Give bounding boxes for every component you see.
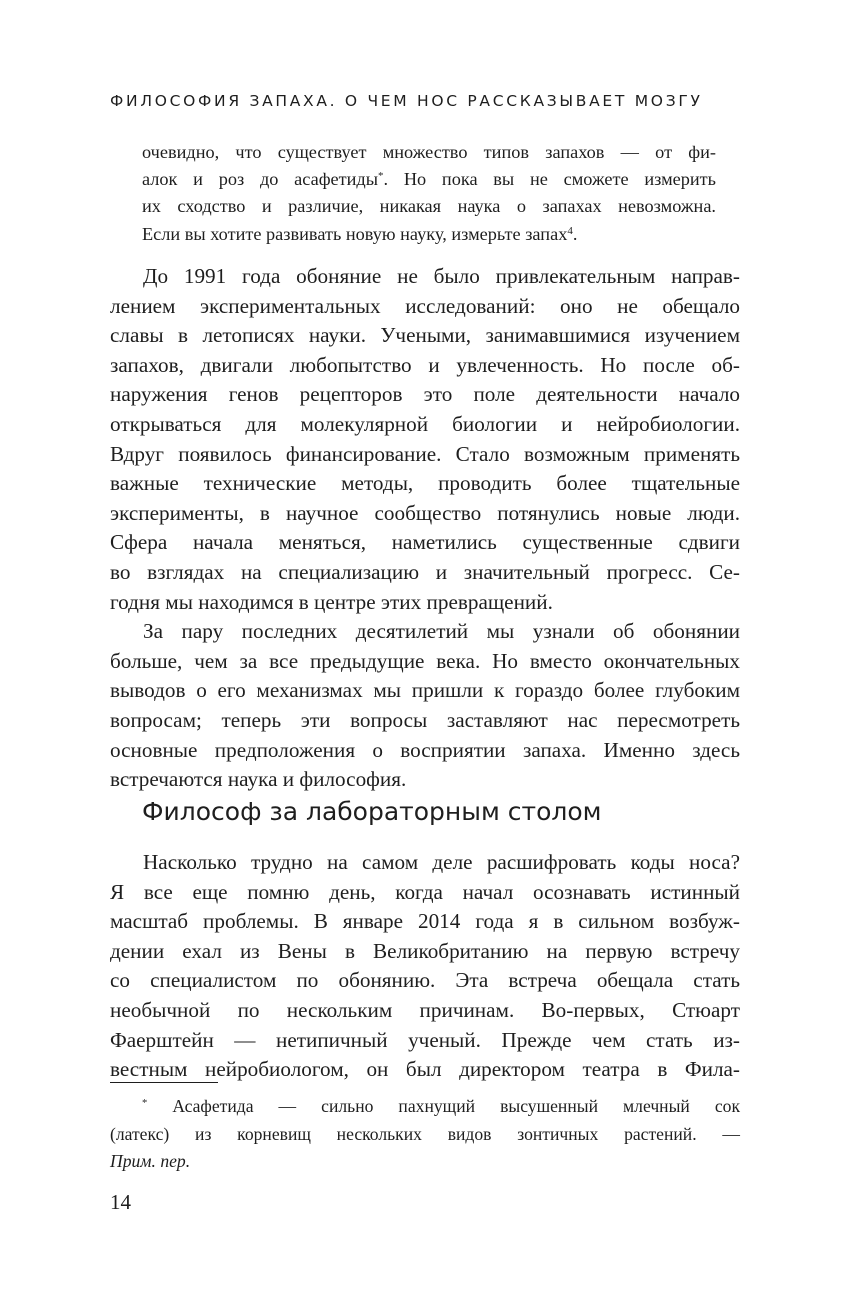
text-line: эксперименты, в научное сообщество потянулись новые люди. bbox=[110, 500, 740, 525]
text-line: вестным нейробиологом, он был директором театра в Фила- bbox=[110, 1057, 740, 1082]
quote-line bbox=[142, 221, 716, 248]
text-line: Фаерштейн — нетипичный ученый. Прежде чем стать из- bbox=[110, 1027, 740, 1052]
text-line: масштаб проблемы. В январе 2014 года я в сильном возбуж- bbox=[110, 909, 740, 934]
quote-line-text: Если вы хотите развивать новую науку, измерьте запах bbox=[142, 223, 568, 244]
text-line: Сфера начала меняться, наметились существенные сдвиги bbox=[110, 530, 740, 555]
text-line: больше, чем за все предыдущие века. Но вместо окончательных bbox=[110, 648, 740, 673]
footnote-line: (латекс) из корневищ нескольких видов зонтичных растений. — bbox=[110, 1123, 740, 1144]
text-line: выводов о его механизмах мы пришли к гораздо более глубоким bbox=[110, 678, 740, 703]
footnote bbox=[110, 1093, 740, 1176]
footnote-marker: * bbox=[378, 170, 384, 183]
text-line: во взглядах на специализацию и значительный прогресс. Се- bbox=[110, 559, 740, 584]
text-line: До 1991 года обоняние не было привлекательным направ- bbox=[143, 264, 740, 288]
body-text-bottom bbox=[110, 848, 740, 1085]
text-line: Я все еще помню день, когда начал осознавать истинный bbox=[110, 879, 740, 904]
footnote-rule bbox=[110, 1082, 218, 1083]
text-line: вопросам; теперь эти вопросы заставляют нас пересмотреть bbox=[110, 707, 740, 732]
paragraph bbox=[110, 848, 740, 1085]
quote-end-punct: . bbox=[572, 223, 578, 244]
running-head: ФИЛОСОФИЯ ЗАПАХА. О ЧЕМ НОС РАССКАЗЫВАЕТ МОЗГУ bbox=[110, 92, 703, 110]
endnote-marker: 4 bbox=[567, 224, 573, 237]
text-line: годня мы находимся в центре этих превращений. bbox=[110, 589, 553, 614]
quote-line: алок и роз до асафетиды*. Но пока вы не сможете измерить bbox=[142, 169, 717, 190]
text-line: открываться для молекулярной биологии и нейробиологии. bbox=[110, 411, 740, 436]
text-line: дении ехал из Вены в Великобританию на первую встречу bbox=[110, 938, 740, 963]
quote-line-text: алок и роз до асафетиды bbox=[142, 169, 379, 190]
text-line: основные предположения о восприятии запаха. Именно здесь bbox=[110, 737, 740, 762]
footnote-line bbox=[110, 1093, 740, 1121]
text-line: встречаются наука и философия. bbox=[110, 767, 407, 792]
text-line: Вдруг появилось финансирование. Стало возможным применять bbox=[110, 441, 740, 466]
body-text-top bbox=[110, 262, 740, 795]
block-quote bbox=[142, 139, 716, 248]
text-line: необычной по нескольким причинам. Во-первых, Стюарт bbox=[110, 997, 740, 1022]
text-line: славы в летописях науки. Учеными, занимавшимися изучением bbox=[110, 323, 740, 348]
translator-note: Прим. пер. bbox=[110, 1151, 191, 1171]
text-line: За пару последних десятилетий мы узнали об обонянии bbox=[143, 619, 740, 644]
text-line: со специалистом по обонянию. Эта встреча обещала стать bbox=[110, 968, 740, 993]
page-number: 14 bbox=[110, 1190, 131, 1214]
text-line: лением экспериментальных исследований: оно не обещало bbox=[110, 293, 740, 318]
text-line: наружения генов рецепторов это поле деятельности начало bbox=[110, 382, 740, 407]
quote-line: их сходство и различие, никакая наука о запахах невозможна. bbox=[142, 196, 716, 217]
paragraph bbox=[110, 617, 740, 795]
text-line: запахов, двигали любопытство и увлеченность. Но после об- bbox=[110, 352, 740, 377]
quote-line: очевидно, что существует множество типов запахов — от фи- bbox=[142, 142, 716, 162]
quote-line-text: Но пока вы не сможете измерить bbox=[403, 169, 717, 190]
footnote-text: Асафетида — сильно пахнущий высушенный млечный сок bbox=[172, 1096, 741, 1116]
footnote-mark: * bbox=[142, 1098, 148, 1110]
text-line: Насколько трудно на самом деле расшифровать коды носа? bbox=[143, 850, 740, 874]
text-line: важные технические методы, проводить более тщательные bbox=[110, 471, 740, 496]
paragraph bbox=[110, 262, 740, 617]
section-heading: Философ за лабораторным столом bbox=[142, 797, 602, 826]
